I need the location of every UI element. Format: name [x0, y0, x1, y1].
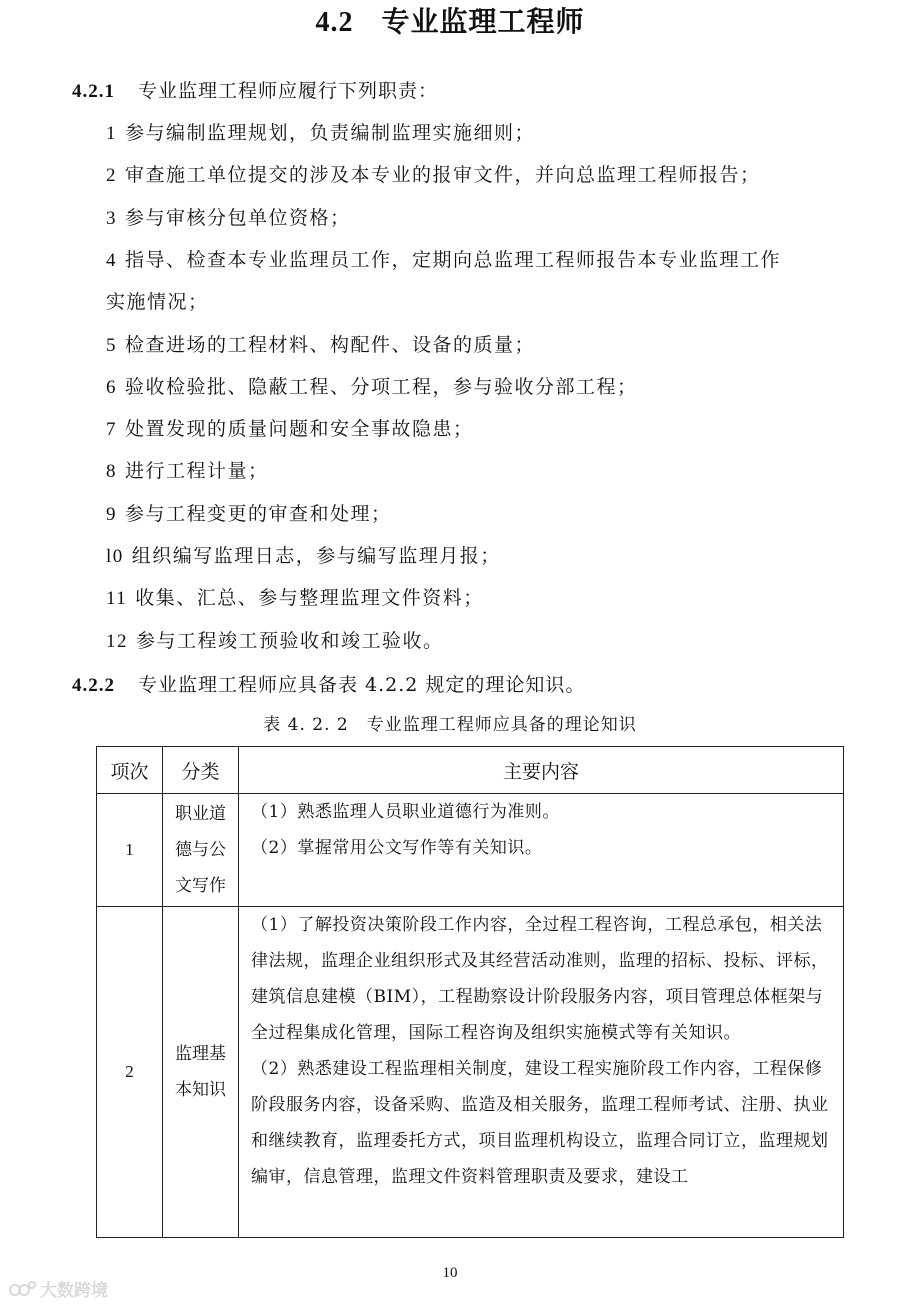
duty-item [106, 541, 501, 572]
header-content: 主要内容 [239, 747, 844, 794]
duty-continuation: 实施情况； [106, 291, 209, 314]
duty-number: 3 [106, 207, 117, 229]
section-title-text: 专业监理工程师 [381, 5, 585, 38]
content-paragraph: （1）了解投资决策阶段工作内容，全过程工程咨询，工程总承包，相关法律法规，监理企业组织形式及其经营活动准则，监理的招标、投标、评标，建筑信息建模（BIM），工程勘察设计阶段服务内容，项目管理总体框架与全过程集成化管理，国际工程咨询及组织实施模式等有关知识。 [251, 915, 829, 1043]
row-category [163, 794, 239, 907]
duty-item [106, 118, 535, 149]
duty-item [106, 203, 351, 234]
row-index: 2 [97, 907, 163, 1238]
duty-item [106, 372, 638, 403]
table-caption: 表 4. 2. 2 专业监理工程师应具备的理论知识 [263, 715, 637, 735]
section-title [0, 2, 900, 43]
duty-item [106, 499, 392, 530]
table-row [97, 907, 844, 1238]
duty-item [106, 583, 484, 614]
clause-number: 4.2.2 [72, 675, 115, 696]
duty-number: 1 [106, 123, 117, 144]
duty-text: 组织编写监理日志，参与编写监理月报； [131, 545, 501, 567]
duty-number: 8 [106, 461, 117, 483]
content-paragraph: （2）掌握常用公文写作等有关知识。 [251, 838, 543, 858]
row-index: 1 [97, 794, 163, 907]
clause-text: 专业监理工程师应具备表 4.2.2 规定的理论知识。 [138, 674, 586, 696]
watermark-logo-icon [8, 1279, 36, 1299]
category-line: 职业道 [175, 804, 226, 824]
duty-item [106, 245, 781, 276]
content-paragraph: （2）熟悉建设工程监理相关制度，建设工程实施阶段工作内容，工程保修阶段服务内容，设备采购、监造及相关服务，监理工程师考试、注册、执业和继续教育，监理委托方式，项目监理机构设立，监理合同订立，监理规划编审，信息管理，监理文件资料管理职责及要求，建设工 [251, 1059, 829, 1187]
knowledge-table [96, 746, 844, 1238]
duty-number: l0 [106, 546, 124, 567]
duty-item [106, 456, 269, 487]
duty-item [106, 414, 474, 445]
clause-4-2-2 [72, 670, 585, 701]
duty-number: 12 [106, 630, 128, 652]
duty-text: 审查施工单位提交的涉及本专业的报审文件，并向总监理工程师报告； [125, 164, 761, 187]
duty-number: 9 [106, 503, 117, 525]
clause-text: 专业监理工程师应履行下列职责： [138, 80, 439, 102]
duty-item [106, 330, 535, 361]
category-line: 监理基 [175, 1044, 226, 1064]
table-row [97, 794, 844, 907]
table-header-row [97, 747, 844, 794]
clause-4-2-1 [72, 76, 438, 107]
row-content [239, 907, 844, 1238]
duty-text: 参与审核分包单位资格； [125, 206, 351, 229]
duty-number: 7 [106, 419, 117, 441]
duty-text: 处置发现的质量问题和安全事故隐患； [125, 418, 474, 441]
row-content [239, 794, 844, 907]
duty-text: 参与工程竣工预验收和竣工验收。 [136, 629, 444, 652]
watermark-text: 大数跨境 [40, 1281, 108, 1300]
content-paragraph: （1）熟悉监理人员职业道德行为准则。 [251, 802, 560, 822]
category-line: 本知识 [175, 1080, 226, 1100]
clause-number: 4.2.1 [72, 81, 115, 102]
duty-item [106, 626, 444, 657]
duty-number: 4 [106, 249, 117, 271]
duty-text: 验收检验批、隐蔽工程、分项工程，参与验收分部工程； [125, 375, 638, 398]
duty-number: 5 [106, 334, 117, 356]
duty-item [106, 160, 761, 191]
duty-number: 6 [106, 376, 117, 398]
duty-text: 参与工程变更的审查和处理； [125, 502, 392, 525]
duty-number: 11 [106, 588, 128, 610]
row-category [163, 907, 239, 1238]
section-number: 4.2 [315, 7, 354, 38]
duty-text: 收集、汇总、参与整理监理文件资料； [135, 587, 484, 610]
duty-number: 2 [106, 165, 117, 187]
category-line: 德与公 [175, 840, 226, 860]
duty-text: 指导、检查本专业监理员工作，定期向总监理工程师报告本专业监理工作 [125, 248, 782, 271]
header-category: 分类 [163, 747, 239, 794]
watermark [8, 1276, 108, 1301]
page-number: 10 [442, 1265, 458, 1281]
duty-text: 参与编制监理规划，负责编制监理实施细则； [125, 122, 536, 144]
duty-text: 进行工程计量； [125, 460, 269, 483]
category-line: 文写作 [175, 876, 226, 896]
duty-text: 检查进场的工程材料、构配件、设备的质量； [125, 333, 536, 356]
header-index: 项次 [97, 747, 163, 794]
